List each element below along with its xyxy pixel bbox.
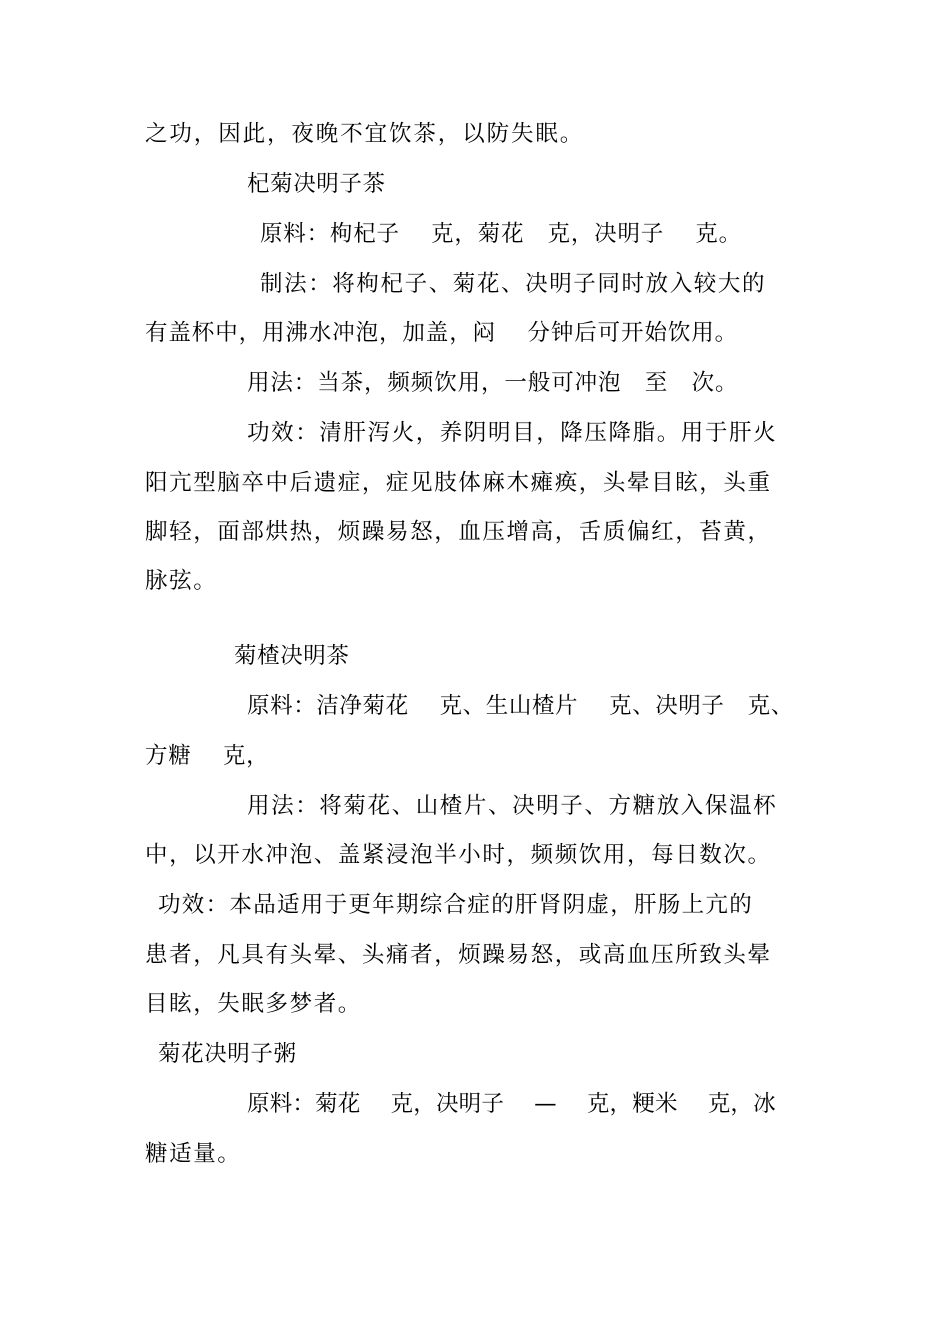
method-line: 制法：将枸杞子、菊花、决明子同时放入较大的 [260,271,767,297]
usage-line: 用法：将菊花、山楂片、决明子、方糖放入保温杯 [247,793,778,819]
body-line: 方糖 克， [145,743,270,769]
body-line: 脚轻，面部烘热，烦躁易怒，血压增高，舌质偏红，苔黄， [145,519,772,545]
effect-line: 功效：本品适用于更年期综合症的肝肾阴虚，肝肠上亢的 [158,892,754,918]
body-line: 目眩，失眠多梦者。 [145,991,362,1017]
section-heading: 菊楂决明茶 [234,643,350,669]
body-line: 之功，因此，夜晚不宜饮茶，以防失眠。 [145,121,585,147]
body-line: 患者，凡具有头晕、头痛者，烦躁易怒，或高血压所致头晕 [145,942,772,968]
ingredients-line: 原料：枸杞子 克，菊花 克，决明子 克。 [260,221,742,247]
body-line: 中，以开水冲泡、盖紧浸泡半小时，频频饮用，每日数次。 [145,842,772,868]
body-line: 阳亢型脑卒中后遗症，症见肢体麻木瘫痪，头晕目眩，头重 [145,470,772,496]
body-line: 有盖杯中，用沸水冲泡，加盖，闷 分钟后可开始饮用。 [145,320,739,346]
body-line: 脉弦。 [145,568,218,594]
section-heading: 杞菊决明子茶 [247,171,386,197]
usage-line: 用法：当茶，频频饮用，一般可冲泡 至 次。 [247,370,739,396]
effect-line: 功效：清肝泻火，养阴明目，降压降脂。用于肝火 [247,420,778,446]
ingredients-line: 原料：菊花 克，决明子 — 克，粳米 克，冰 [247,1091,776,1117]
ingredients-line: 原料：洁净菊花 克、生山楂片 克、决明子 克、 [247,693,794,719]
body-line: 糖适量。 [145,1141,242,1167]
section-heading: 菊花决明子粥 [158,1041,297,1067]
